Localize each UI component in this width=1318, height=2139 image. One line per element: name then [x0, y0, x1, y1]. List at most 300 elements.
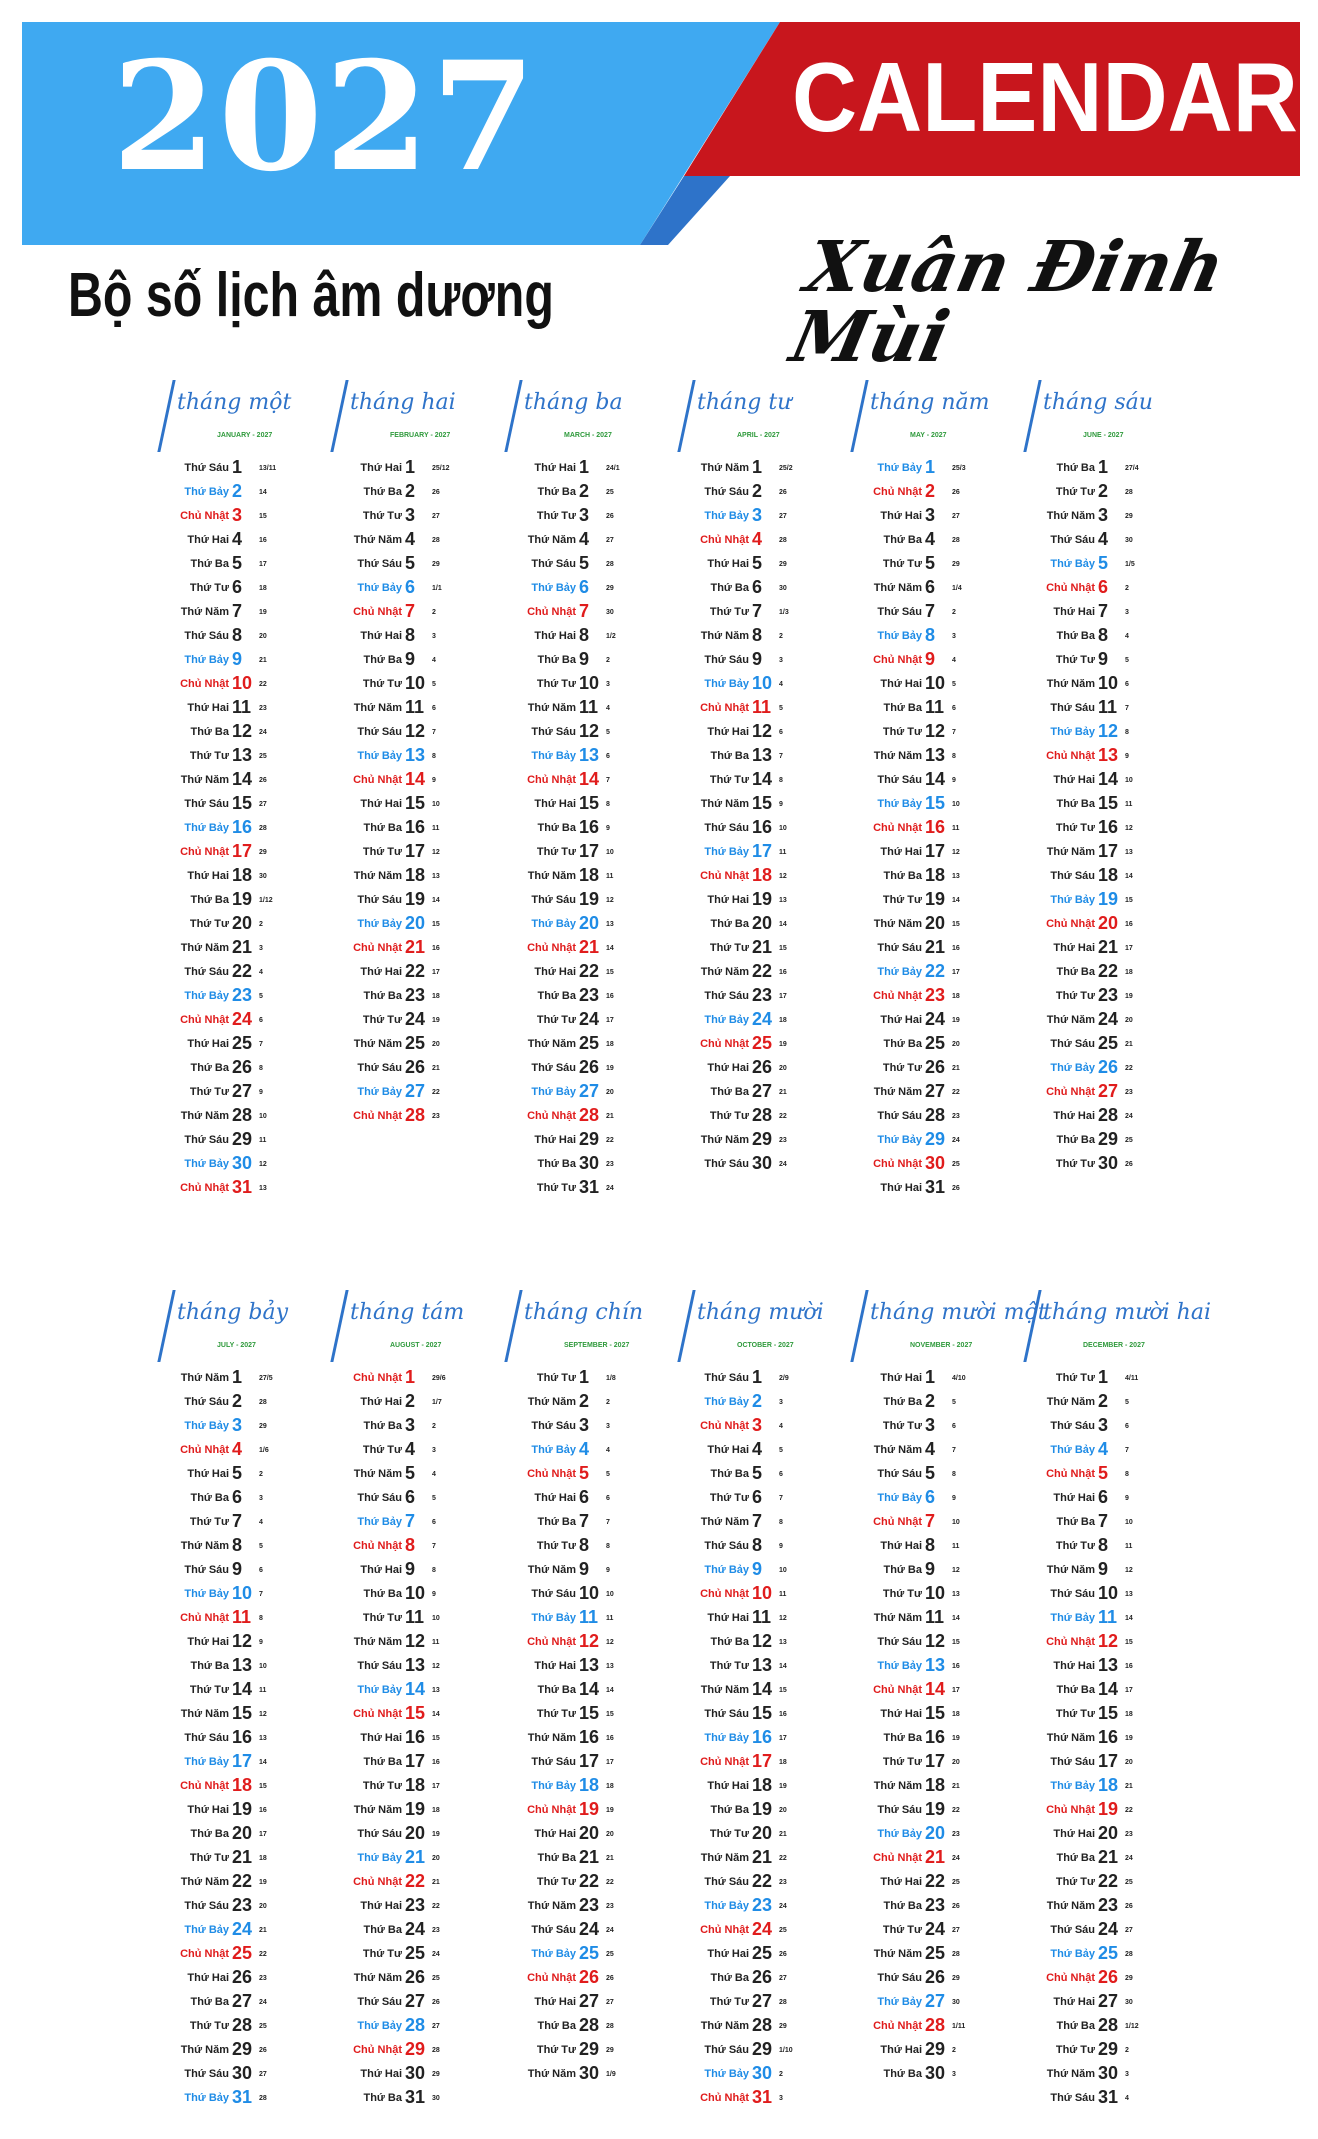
day-row [685, 624, 857, 648]
lunar-date: 25/3 [952, 465, 966, 472]
weekday-label: Thứ Sáu [531, 1420, 576, 1432]
solar-day-number: 18 [232, 1775, 253, 1795]
weekday-label: Thứ Hai [880, 1708, 922, 1720]
day-row [1031, 816, 1203, 840]
weekday-label: Thứ Ba [883, 2068, 922, 2080]
lunar-date: 27 [1125, 1927, 1133, 1934]
lunar-date: 30 [606, 609, 614, 616]
lunar-date: 26 [606, 1975, 614, 1982]
weekday-label: Thứ Tư [882, 1756, 922, 1768]
weekday-label: Thứ Năm [527, 1038, 576, 1050]
weekday-label: Thứ Hai [187, 534, 229, 546]
solar-day-number: 14 [405, 1679, 426, 1699]
solar-day-number: 3 [405, 505, 416, 525]
weekday-label: Thứ Ba [363, 486, 402, 498]
weekday-label: Thứ Năm [180, 606, 229, 618]
lunar-date: 20 [432, 1041, 440, 1048]
solar-day-number: 8 [1098, 625, 1109, 645]
lunar-date: 28 [606, 561, 614, 568]
weekday-label: Thứ Ba [1056, 966, 1095, 978]
day-row [1031, 1080, 1203, 1104]
day-row [165, 1438, 337, 1462]
weekday-label: Chủ Nhật [1046, 1804, 1095, 1816]
lunar-date: 7 [432, 1543, 436, 1550]
weekday-label: Thứ Hai [880, 510, 922, 522]
lunar-date: 22 [779, 1113, 787, 1120]
solar-day-number: 14 [925, 769, 946, 789]
weekday-label: Thứ Năm [180, 1876, 229, 1888]
weekday-label: Thứ Tư [362, 1014, 402, 1026]
lunar-date: 24 [779, 1161, 787, 1168]
solar-day-number: 13 [579, 1655, 600, 1675]
weekday-label: Thứ Bảy [1050, 1612, 1095, 1624]
weekday-label: Chủ Nhật [700, 1924, 749, 1936]
day-row [1031, 1846, 1203, 1870]
weekday-label: Thứ Hai [187, 1804, 229, 1816]
lunar-date: 8 [432, 753, 436, 760]
solar-day-number: 14 [232, 769, 253, 789]
weekday-label: Thứ Tư [709, 942, 749, 954]
solar-day-number: 11 [232, 697, 252, 717]
month-english-label: FEBRUARY - 2027 [390, 432, 451, 439]
solar-day-number: 14 [232, 1679, 253, 1699]
weekday-label: Thứ Sáu [184, 1900, 229, 1912]
day-row [1031, 840, 1203, 864]
day-row [685, 1870, 857, 1894]
day-row [512, 984, 684, 1008]
weekday-label: Chủ Nhật [353, 1540, 402, 1552]
weekday-label: Thứ Ba [190, 726, 229, 738]
solar-day-number: 29 [925, 1129, 946, 1149]
solar-day-number: 10 [232, 1583, 253, 1603]
day-row [338, 960, 510, 984]
day-row [685, 2038, 857, 2062]
weekday-label: Chủ Nhật [353, 774, 402, 786]
day-row [1031, 552, 1203, 576]
weekday-label: Chủ Nhật [353, 1708, 402, 1720]
lunar-date: 26 [779, 1951, 787, 1958]
solar-day-number: 9 [925, 649, 936, 669]
lunar-date: 25 [952, 1879, 960, 1886]
day-row [1031, 1654, 1203, 1678]
lunar-date: 5 [259, 993, 263, 1000]
solar-day-number: 3 [232, 1415, 243, 1435]
lunar-date: 28 [259, 2095, 267, 2102]
day-row [858, 576, 1030, 600]
solar-day-number: 16 [1098, 1727, 1119, 1747]
day-row [165, 2086, 337, 2110]
day-row [338, 624, 510, 648]
weekday-label: Thứ Tư [882, 1062, 922, 1074]
solar-day-number: 1 [579, 1367, 590, 1387]
weekday-label: Thứ Ba [537, 2020, 576, 2032]
weekday-label: Thứ Ba [1056, 2020, 1095, 2032]
weekday-label: Thứ Bảy [184, 1924, 229, 1936]
lunar-date: 1/12 [259, 897, 273, 904]
solar-day-number: 12 [752, 1631, 773, 1651]
day-row [1031, 912, 1203, 936]
solar-day-number: 24 [232, 1009, 253, 1029]
day-row [512, 1846, 684, 1870]
day-row [685, 912, 857, 936]
day-row [685, 648, 857, 672]
weekday-label: Thứ Năm [180, 1372, 229, 1384]
day-row [685, 504, 857, 528]
day-row [338, 2038, 510, 2062]
day-list [338, 1366, 510, 2110]
solar-day-number: 23 [232, 1895, 253, 1915]
weekday-label: Thứ Hai [880, 1182, 922, 1194]
weekday-label: Thứ Sáu [704, 990, 749, 1002]
month-block [512, 378, 684, 1200]
solar-day-number: 22 [405, 1871, 426, 1891]
solar-day-number: 2 [405, 481, 416, 501]
month-header [338, 378, 510, 456]
day-row [858, 1750, 1030, 1774]
day-row [858, 960, 1030, 984]
day-row [338, 1726, 510, 1750]
lunar-date: 30 [779, 585, 787, 592]
lunar-date: 14 [1125, 873, 1133, 880]
day-row [685, 1366, 857, 1390]
day-row [685, 720, 857, 744]
lunar-date: 15 [952, 1639, 960, 1646]
weekday-label: Thứ Bảy [1050, 558, 1095, 570]
weekday-label: Thứ Năm [527, 1732, 576, 1744]
lunar-date: 26 [779, 489, 787, 496]
day-row [338, 2014, 510, 2038]
weekday-label: Thứ Hai [534, 630, 576, 642]
lunar-date: 18 [606, 1783, 614, 1790]
solar-day-number: 5 [579, 553, 590, 573]
lunar-date: 18 [952, 1711, 960, 1718]
lunar-date: 25 [259, 2023, 267, 2030]
weekday-label: Thứ Ba [883, 870, 922, 882]
month-english-label: APRIL - 2027 [737, 432, 780, 439]
lunar-date: 10 [606, 849, 614, 856]
solar-day-number: 20 [752, 1823, 773, 1843]
weekday-label: Thứ Ba [710, 1636, 749, 1648]
weekday-label: Thứ Tư [1055, 1540, 1095, 1552]
solar-day-number: 13 [232, 1655, 253, 1675]
solar-day-number: 12 [1098, 721, 1119, 741]
solar-day-number: 18 [925, 865, 946, 885]
weekday-label: Thứ Hai [360, 1564, 402, 1576]
lunar-date: 8 [432, 1567, 436, 1574]
weekday-label: Chủ Nhật [700, 2092, 749, 2104]
month-name: tháng mười hai [1043, 1300, 1211, 1325]
solar-day-number: 9 [579, 649, 590, 669]
weekday-label: Chủ Nhật [700, 870, 749, 882]
day-row [685, 1774, 857, 1798]
month-english-label: DECEMBER - 2027 [1083, 1342, 1145, 1349]
month-header [858, 378, 1030, 456]
solar-day-number: 5 [405, 553, 416, 573]
solar-day-number: 14 [752, 769, 773, 789]
lunar-date: 20 [952, 1041, 960, 1048]
month-header [165, 378, 337, 456]
weekday-label: Thứ Tư [882, 894, 922, 906]
lunar-date: 17 [432, 969, 440, 976]
lunar-date: 16 [779, 1711, 787, 1718]
weekday-label: Thứ Sáu [877, 1468, 922, 1480]
lunar-date: 1/8 [606, 1375, 616, 1382]
solar-day-number: 12 [925, 1631, 946, 1651]
lunar-date: 29 [259, 1423, 267, 1430]
lunar-date: 18 [432, 1807, 440, 1814]
lunar-date: 30 [432, 2095, 440, 2102]
solar-day-number: 27 [925, 1991, 946, 2011]
weekday-label: Thứ Hai [707, 726, 749, 738]
weekday-label: Thứ Bảy [357, 1852, 402, 1864]
lunar-date: 23 [432, 1927, 440, 1934]
lunar-date: 12 [779, 1615, 787, 1622]
weekday-label: Thứ Tư [536, 1182, 576, 1194]
solar-day-number: 19 [579, 1799, 600, 1819]
lunar-date: 21 [1125, 1041, 1133, 1048]
lunar-date: 25/12 [432, 465, 450, 472]
lunar-date: 29 [432, 2071, 440, 2078]
day-row [1031, 1966, 1203, 1990]
lunar-date: 27 [606, 1999, 614, 2006]
lunar-date: 3 [779, 1399, 783, 1406]
weekday-label: Thứ Ba [883, 702, 922, 714]
weekday-label: Thứ Tư [362, 1612, 402, 1624]
solar-day-number: 1 [579, 457, 590, 477]
solar-day-number: 28 [1098, 1105, 1119, 1125]
weekday-label: Thứ Năm [180, 1540, 229, 1552]
solar-day-number: 17 [752, 1751, 773, 1771]
month-header [338, 1288, 510, 1366]
solar-day-number: 16 [925, 1727, 946, 1747]
weekday-label: Thứ Năm [527, 1564, 576, 1576]
lunar-date: 28 [1125, 1951, 1133, 1958]
lunar-date: 16 [432, 1759, 440, 1766]
month-block [1031, 1288, 1211, 2110]
lunar-date: 2 [1125, 2047, 1129, 2054]
month-header-line [157, 1290, 175, 1362]
day-row [338, 768, 510, 792]
solar-day-number: 21 [579, 937, 600, 957]
lunar-date: 27 [259, 801, 267, 808]
solar-day-number: 17 [405, 841, 426, 861]
weekday-label: Thứ Sáu [1050, 2092, 1095, 2104]
month-english-label: AUGUST - 2027 [390, 1342, 442, 1349]
weekday-label: Thứ Ba [190, 558, 229, 570]
weekday-label: Chủ Nhật [700, 534, 749, 546]
weekday-label: Chủ Nhật [353, 1876, 402, 1888]
weekday-label: Thứ Ba [363, 1588, 402, 1600]
lunar-date: 14 [779, 921, 787, 928]
weekday-label: Chủ Nhật [1046, 1972, 1095, 1984]
weekday-label: Thứ Ba [1056, 1852, 1095, 1864]
lunar-date: 8 [606, 801, 610, 808]
weekday-label: Thứ Hai [187, 1468, 229, 1480]
day-row [858, 864, 1030, 888]
day-row [685, 1152, 857, 1176]
weekday-label: Thứ Tư [709, 1110, 749, 1122]
lunar-date: 9 [432, 777, 436, 784]
lunar-date: 5 [1125, 1399, 1129, 1406]
lunar-date: 2 [259, 1471, 263, 1478]
solar-day-number: 10 [752, 673, 773, 693]
lunar-date: 13 [432, 1687, 440, 1694]
day-row [858, 1128, 1030, 1152]
weekday-label: Chủ Nhật [180, 1014, 229, 1026]
solar-day-number: 26 [232, 1057, 253, 1077]
solar-day-number: 10 [232, 673, 253, 693]
solar-day-number: 21 [925, 937, 946, 957]
day-row [338, 1080, 510, 1104]
day-row [338, 840, 510, 864]
month-name: tháng bảy [177, 1300, 288, 1325]
weekday-label: Thứ Năm [873, 1612, 922, 1624]
day-row [338, 1486, 510, 1510]
day-row [165, 1750, 337, 1774]
day-row [858, 720, 1030, 744]
weekday-label: Thứ Tư [362, 1948, 402, 1960]
day-row [1031, 2038, 1203, 2062]
solar-day-number: 21 [232, 937, 253, 957]
lunar-date: 22 [606, 1879, 614, 1886]
weekday-label: Thứ Sáu [704, 2044, 749, 2056]
solar-day-number: 8 [925, 625, 936, 645]
solar-day-number: 21 [405, 937, 426, 957]
solar-day-number: 16 [1098, 817, 1119, 837]
day-row [165, 1462, 337, 1486]
day-row [512, 1056, 684, 1080]
lunar-date: 2 [606, 1399, 610, 1406]
weekday-label: Thứ Năm [527, 534, 576, 546]
weekday-label: Chủ Nhật [527, 774, 576, 786]
lunar-date: 15 [259, 1783, 267, 1790]
weekday-label: Thứ Hai [880, 678, 922, 690]
lunar-date: 14 [432, 1711, 440, 1718]
day-row [685, 1080, 857, 1104]
weekday-label: Thứ Tư [189, 582, 229, 594]
solar-day-number: 20 [1098, 913, 1119, 933]
day-row [165, 888, 337, 912]
day-row [165, 792, 337, 816]
lunar-date: 27 [779, 1975, 787, 1982]
day-row [1031, 864, 1203, 888]
lunar-date: 6 [606, 1495, 610, 1502]
solar-day-number: 18 [579, 1775, 600, 1795]
solar-day-number: 11 [752, 1607, 772, 1627]
lunar-date: 20 [952, 1759, 960, 1766]
solar-day-number: 15 [925, 1703, 946, 1723]
lunar-date: 4/11 [1125, 1375, 1139, 1382]
day-row [165, 672, 337, 696]
month-english-label: MAY - 2027 [910, 432, 947, 439]
weekday-label: Thứ Tư [709, 1996, 749, 2008]
weekday-label: Thứ Ba [710, 1972, 749, 1984]
day-row [165, 1366, 337, 1390]
day-row [685, 1486, 857, 1510]
lunar-date: 24 [259, 729, 267, 736]
day-row [685, 576, 857, 600]
solar-day-number: 23 [925, 1895, 946, 1915]
weekday-label: Thứ Ba [883, 534, 922, 546]
day-row [512, 1654, 684, 1678]
solar-day-number: 7 [405, 1511, 416, 1531]
lunar-date: 22 [606, 1137, 614, 1144]
day-row [512, 576, 684, 600]
solar-day-number: 10 [579, 673, 600, 693]
weekday-label: Thứ Năm [700, 1134, 749, 1146]
weekday-label: Thứ Sáu [531, 1924, 576, 1936]
solar-day-number: 23 [1098, 1895, 1119, 1915]
solar-day-number: 7 [925, 1511, 936, 1531]
solar-day-number: 25 [1098, 1943, 1119, 1963]
solar-day-number: 30 [1098, 1153, 1119, 1173]
day-row [512, 720, 684, 744]
day-row [858, 1104, 1030, 1128]
lunar-date: 1/6 [259, 1447, 269, 1454]
lunar-date: 8 [1125, 729, 1129, 736]
weekday-label: Thứ Bảy [704, 1900, 749, 1912]
day-row [1031, 936, 1203, 960]
weekday-label: Thứ Bảy [877, 966, 922, 978]
lunar-date: 17 [779, 1735, 787, 1742]
lunar-date: 28 [779, 1999, 787, 2006]
solar-day-number: 13 [405, 745, 426, 765]
weekday-label: Thứ Bảy [877, 462, 922, 474]
month-name: tháng chín [524, 1300, 644, 1325]
weekday-label: Thứ Tư [1055, 1158, 1095, 1170]
day-row [512, 960, 684, 984]
day-row [338, 504, 510, 528]
solar-day-number: 28 [232, 2015, 253, 2035]
lunar-date: 10 [259, 1663, 267, 1670]
lunar-date: 3 [1125, 2071, 1129, 2078]
solar-day-number: 4 [579, 529, 590, 549]
lunar-date: 4 [779, 681, 783, 688]
day-row [512, 648, 684, 672]
lunar-date: 3 [606, 1423, 610, 1430]
weekday-label: Thứ Tư [536, 1540, 576, 1552]
lunar-date: 23 [779, 1879, 787, 1886]
lunar-date: 12 [952, 1567, 960, 1574]
lunar-date: 9 [259, 1639, 263, 1646]
day-row [512, 912, 684, 936]
day-row [685, 1822, 857, 1846]
solar-day-number: 5 [405, 1463, 416, 1483]
solar-day-number: 2 [1098, 1391, 1109, 1411]
weekday-label: Thứ Năm [1046, 1732, 1095, 1744]
solar-day-number: 19 [925, 1799, 946, 1819]
weekday-label: Thứ Năm [873, 1948, 922, 1960]
weekday-label: Chủ Nhật [700, 1756, 749, 1768]
weekday-label: Thứ Ba [537, 654, 576, 666]
lunar-date: 29 [1125, 1975, 1133, 1982]
weekday-label: Thứ Sáu [184, 1396, 229, 1408]
weekday-label: Thứ Năm [527, 702, 576, 714]
weekday-label: Thứ Tư [1055, 486, 1095, 498]
solar-day-number: 8 [579, 625, 590, 645]
solar-day-number: 1 [925, 1367, 936, 1387]
day-row [165, 528, 337, 552]
lunar-date: 15 [606, 969, 614, 976]
weekday-label: Thứ Bảy [531, 1444, 576, 1456]
lunar-date: 9 [1125, 1495, 1129, 1502]
day-row [165, 1798, 337, 1822]
day-row [858, 1846, 1030, 1870]
weekday-label: Thứ Bảy [531, 1086, 576, 1098]
day-row [338, 1390, 510, 1414]
solar-day-number: 1 [1098, 1367, 1109, 1387]
weekday-label: Chủ Nhật [873, 486, 922, 498]
